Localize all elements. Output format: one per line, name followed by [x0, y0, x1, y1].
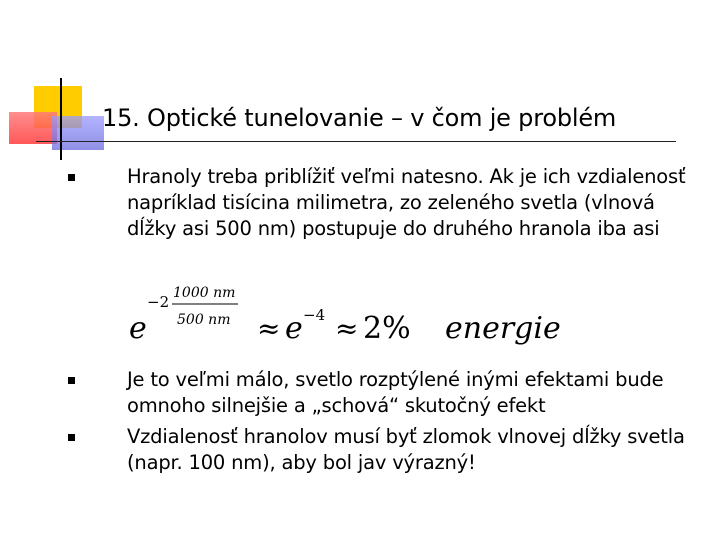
- formula-approx-2: ≈: [335, 312, 359, 345]
- bullet-text: Hranoly treba priblížiť veľmi natesno. Ak je ich vzdialenosť napríklad tisícina milimetra, zo zeleného svetla (vlnová dĺžky asi 500 nm) postupuje do druhého hranola iba asi: [127, 165, 686, 240]
- decor-vertical-line: [60, 78, 62, 160]
- title-underline: [36, 141, 676, 142]
- bullet-marker: [68, 377, 75, 384]
- formula-exp-numerator: 1000 nm: [173, 285, 236, 301]
- formula-rhs-e: e: [285, 311, 303, 346]
- formula-approx-1: ≈: [257, 312, 281, 345]
- bullet-text: Vzdialenosť hranolov musí byť zlomok vlnovej dĺžky svetla (napr. 100 nm), aby bol jav výrazný!: [127, 425, 685, 474]
- slide-title: 15. Optické tunelovanie – v čom je problém: [102, 104, 617, 132]
- decor-red-square: [9, 112, 57, 144]
- formula-word: energie: [445, 311, 561, 346]
- bullet-marker: [68, 174, 75, 181]
- bullet-text: Je to veľmi málo, svetlo rozptýlené inými efektami bude omnoho silnejšie a „schová“ skutočný efekt: [127, 368, 664, 417]
- formula-exp-coef: −2: [147, 293, 170, 311]
- formula-exp-denominator: 500 nm: [177, 312, 231, 328]
- formula-percent: 2%: [363, 311, 411, 346]
- formula-base-e: e: [129, 311, 147, 346]
- bullet-marker: [68, 434, 75, 441]
- formula-rhs-exp: −4: [303, 306, 326, 324]
- formula: [125, 282, 565, 352]
